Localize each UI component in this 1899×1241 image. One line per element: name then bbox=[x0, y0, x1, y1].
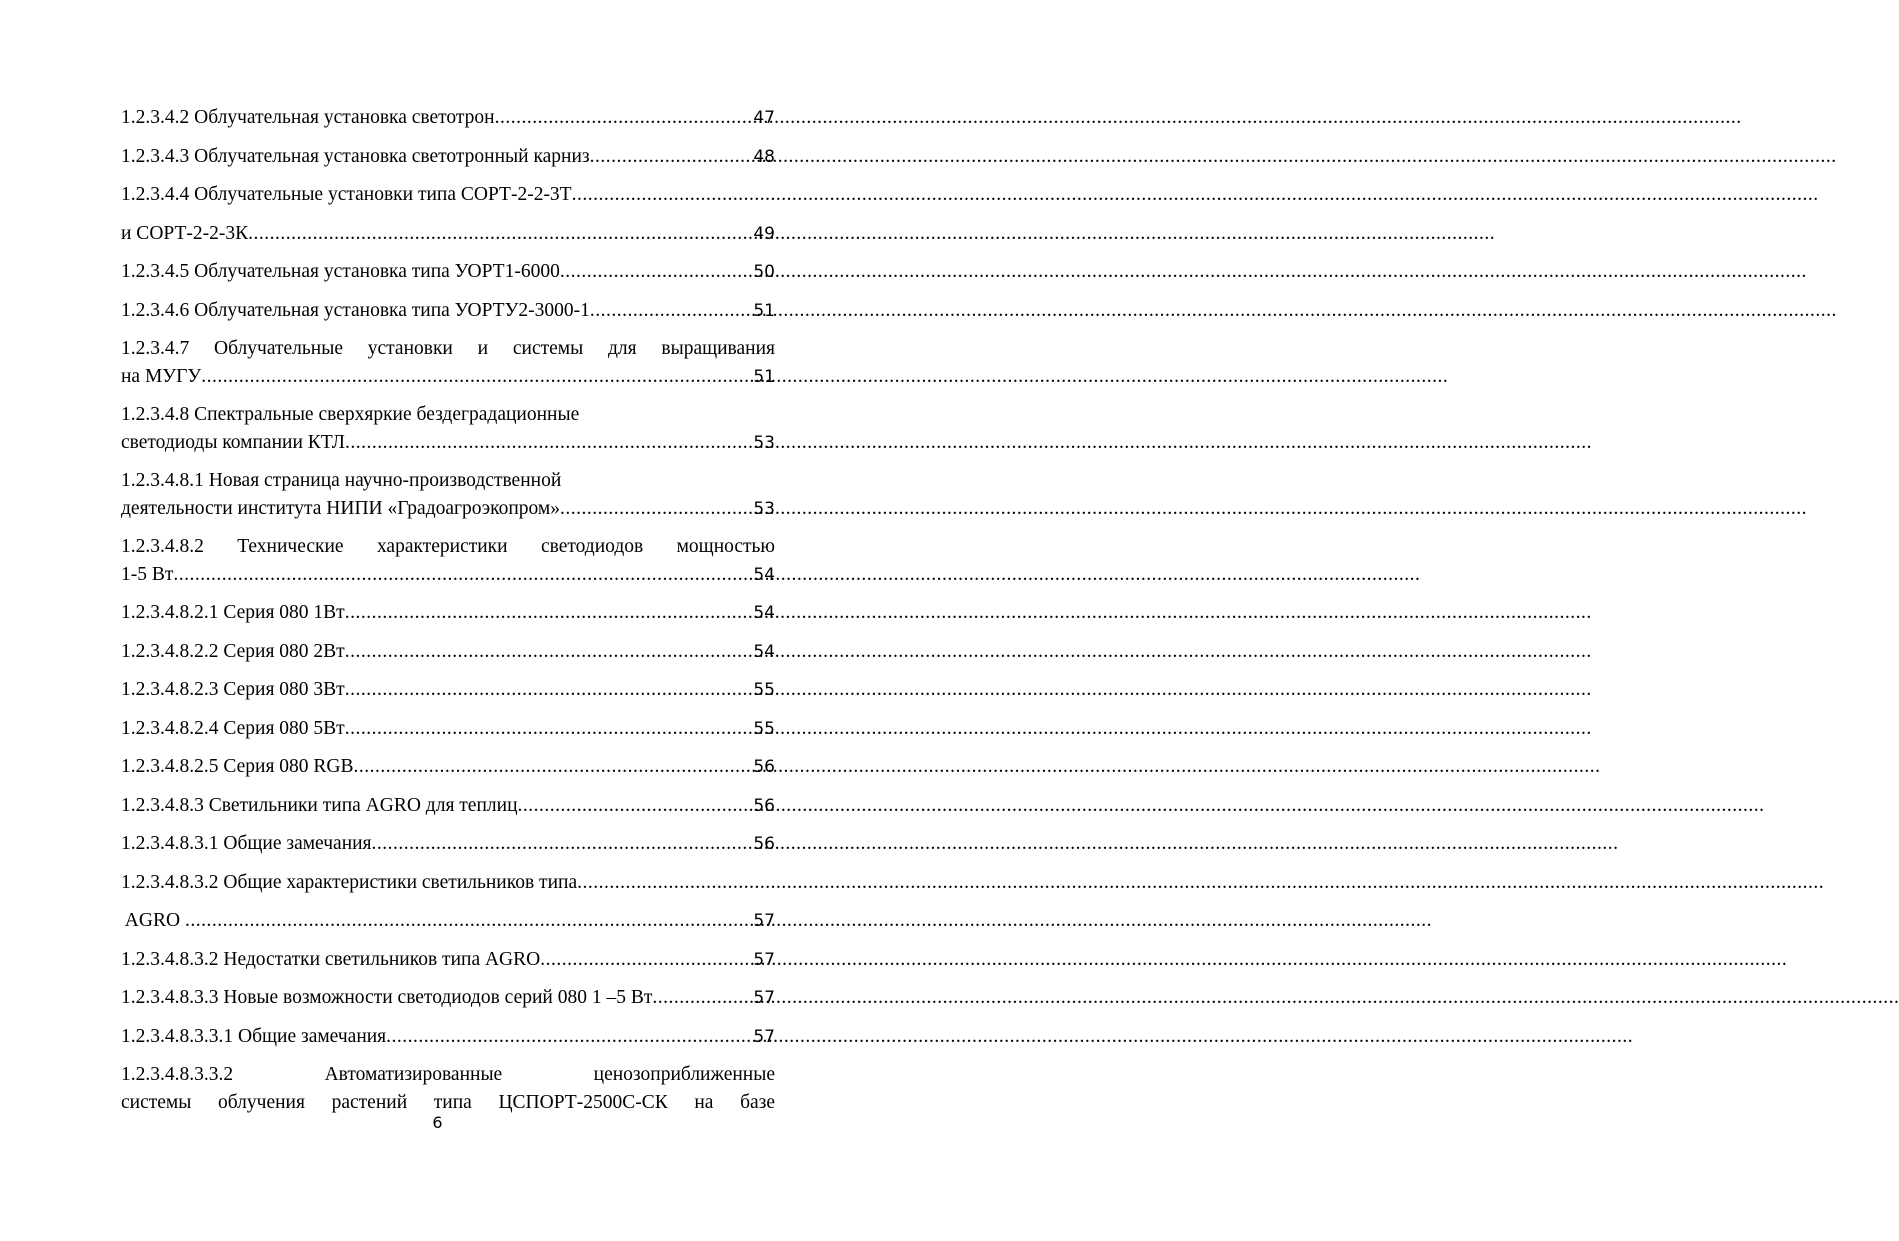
toc-leader-dots bbox=[201, 363, 751, 391]
toc-entry[interactable] bbox=[121, 258, 775, 297]
toc-page-number: 57 bbox=[753, 949, 775, 970]
toc-entry-title: 1.2.3.4.8.3.2 Общие характеристики светильников типа bbox=[121, 871, 578, 893]
toc-entry[interactable] bbox=[121, 143, 775, 182]
toc-entry-title: 1.2.3.4.4 Облучательные установки типа СОРТ-2-2-3Т bbox=[121, 184, 572, 205]
toc-entry-title: 1.2.3.4.8.2.3 Серия 080 3Вт bbox=[121, 679, 345, 700]
toc-entry-title: 1.2.3.4.8.2.1 Серия 080 1Вт bbox=[121, 602, 345, 623]
table-of-contents bbox=[121, 104, 775, 1117]
toc-entry-continuation[interactable] bbox=[121, 220, 775, 259]
toc-entry-title-cont: светодиоды компании КТЛ bbox=[121, 432, 345, 453]
toc-entry-title: 1.2.3.4.8.3.2 Недостатки светильников типа AGRO bbox=[121, 948, 541, 970]
toc-entry-title: 1.2.3.4.6 Облучательная установка типа УОРТУ2-3000-1 bbox=[121, 299, 590, 321]
toc-entry-title: 1.2.3.4.8.1 Новая страница научно-производственной bbox=[121, 470, 562, 491]
toc-entry[interactable] bbox=[121, 946, 775, 985]
toc-leader-dots bbox=[345, 429, 751, 457]
toc-leader-dots bbox=[386, 1023, 751, 1051]
toc-page-number: 49 bbox=[753, 223, 775, 244]
toc-page-number: 51 bbox=[753, 367, 775, 387]
toc-page-number: 54 bbox=[753, 565, 775, 585]
toc-entry[interactable] bbox=[121, 1023, 775, 1062]
toc-leader-dots bbox=[652, 984, 751, 1012]
toc-page-number: 48 bbox=[753, 146, 775, 167]
toc-page-number: 56 bbox=[753, 834, 775, 854]
toc-entry-title: 1.2.3.4.8.3.1 Общие замечания bbox=[121, 833, 372, 854]
toc-entry-title: 1.2.3.4.5 Облучательная установка типа УОРТ1-6000 bbox=[121, 261, 560, 282]
toc-page-number: 47 bbox=[753, 108, 775, 128]
toc-entry[interactable] bbox=[121, 676, 775, 715]
toc-entry-title: 1.2.3.4.8 Спектральные сверхяркие бездеградационные bbox=[121, 404, 580, 425]
toc-leader-dots bbox=[185, 907, 751, 935]
toc-entry[interactable] bbox=[121, 104, 775, 143]
toc-page-number: 57 bbox=[753, 988, 775, 1008]
toc-entry-title: и СОРТ-2-2-3К bbox=[121, 222, 249, 244]
toc-entry-title: 1.2.3.4.2 Облучательная установка светотрон bbox=[121, 107, 495, 128]
toc-entry[interactable] bbox=[121, 533, 775, 589]
toc-page-number: 50 bbox=[753, 262, 775, 282]
toc-leader-dots bbox=[345, 715, 752, 743]
toc-entry-title: 1.2.3.4.8.2.2 Серия 080 2Вт bbox=[121, 640, 345, 662]
toc-page-number: 53 bbox=[753, 433, 775, 453]
toc-page-number: 56 bbox=[753, 757, 775, 777]
toc-entry[interactable] bbox=[121, 830, 775, 869]
toc-entry[interactable] bbox=[121, 181, 775, 220]
toc-entry[interactable] bbox=[121, 599, 775, 638]
toc-entry[interactable] bbox=[121, 335, 775, 391]
toc-page-number: 55 bbox=[753, 680, 775, 700]
toc-leader-dots bbox=[173, 561, 751, 589]
toc-entry[interactable] bbox=[121, 753, 775, 792]
toc-leader-dots bbox=[495, 104, 752, 132]
toc-entry-continuation[interactable] bbox=[121, 907, 775, 946]
toc-leader-dots bbox=[345, 676, 752, 704]
toc-leader-dots bbox=[372, 830, 752, 858]
toc-entry-title: 1.2.3.4.8.3.3 Новые возможности светодиодов серий 080 1 –5 Вт bbox=[121, 987, 653, 1008]
toc-entry-title-cont: на МУГУ bbox=[121, 366, 202, 387]
toc-entry-title: 1.2.3.4.8.2.4 Серия 080 5Вт bbox=[121, 717, 345, 739]
toc-page-number: 57 bbox=[753, 911, 775, 931]
toc-leader-dots bbox=[345, 638, 752, 666]
toc-page-number: 54 bbox=[753, 641, 775, 662]
toc-page-number: 56 bbox=[753, 795, 775, 816]
toc-entry-title: 1.2.3.4.8.3.3.2 Автоматизированные ценозоприближенные bbox=[121, 1064, 775, 1085]
toc-entry-title: 1.2.3.4.8.3 Светильники типа AGRO для теплиц bbox=[121, 794, 518, 816]
toc-leader-dots bbox=[518, 792, 752, 820]
toc-entry[interactable] bbox=[121, 467, 775, 523]
toc-entry-title-cont: деятельности института НИПИ «Градоагроэкопром» bbox=[121, 498, 561, 519]
toc-entry-title: 1.2.3.4.3 Облучательная установка светотронный карниз bbox=[121, 145, 590, 167]
toc-entry[interactable] bbox=[121, 715, 775, 754]
toc-leader-dots bbox=[590, 297, 751, 325]
toc-entry[interactable] bbox=[121, 1061, 775, 1117]
toc-entry-title-cont: 1-5 Вт bbox=[121, 564, 174, 585]
toc-entry[interactable] bbox=[121, 792, 775, 831]
toc-page-number: 53 bbox=[753, 499, 775, 519]
toc-entry-title: 1.2.3.4.8.2 Технические характеристики светодиодов мощностью bbox=[121, 536, 775, 557]
toc-entry-title: 1.2.3.4.8.3.3.1 Общие замечания bbox=[121, 1025, 387, 1047]
toc-leader-dots bbox=[248, 220, 751, 248]
toc-page-number: 55 bbox=[753, 718, 775, 739]
page-number: 6 bbox=[432, 1113, 443, 1132]
toc-page-number: 57 bbox=[753, 1026, 775, 1047]
toc-page-number: 54 bbox=[753, 603, 775, 623]
toc-leader-dots bbox=[560, 495, 751, 523]
toc-leader-dots bbox=[577, 869, 769, 897]
toc-leader-dots bbox=[354, 753, 752, 781]
toc-leader-dots bbox=[345, 599, 752, 627]
toc-page-number: 51 bbox=[753, 300, 775, 321]
toc-leader-dots bbox=[540, 946, 751, 974]
toc-leader-dots bbox=[560, 258, 752, 286]
toc-entry-title: 1.2.3.4.7 Облучательные установки и системы для выращивания bbox=[121, 338, 775, 359]
toc-entry[interactable] bbox=[121, 638, 775, 677]
toc-leader-dots bbox=[572, 181, 769, 209]
toc-entry-title: 1.2.3.4.8.2.5 Серия 080 RGB bbox=[121, 756, 354, 777]
toc-entry[interactable] bbox=[121, 984, 775, 1023]
toc-entry-title-cont: системы облучения растений типа ЦСПОРТ-2500С-СК на базе bbox=[121, 1092, 775, 1113]
toc-entry[interactable] bbox=[121, 401, 775, 457]
toc-entry-title: AGRO bbox=[121, 910, 185, 931]
toc-leader-dots bbox=[590, 143, 752, 171]
toc-entry[interactable] bbox=[121, 297, 775, 336]
toc-entry[interactable] bbox=[121, 869, 775, 908]
